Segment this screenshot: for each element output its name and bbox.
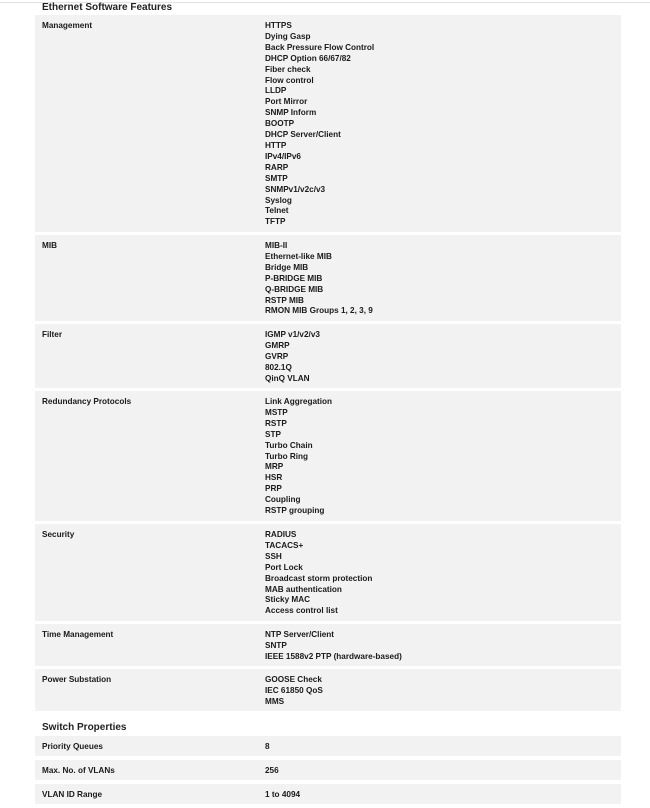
value-item: 802.1Q xyxy=(265,362,292,372)
value-item: Turbo Ring xyxy=(265,451,309,461)
row-label: Priority Queues xyxy=(42,742,103,751)
value-item: Back Pressure Flow Control xyxy=(265,42,375,52)
ethernet-features-table xyxy=(35,15,621,714)
table-row xyxy=(35,760,621,780)
ethernet-section-title: Ethernet Software Features xyxy=(42,2,173,13)
table-row xyxy=(35,669,621,711)
value-item: DHCP Option 66/67/82 xyxy=(265,53,351,63)
value-item: MRP xyxy=(265,462,284,472)
table-row xyxy=(35,391,621,521)
value-item: IEC 61850 QoS xyxy=(265,685,323,695)
value-item: MMS xyxy=(265,696,285,706)
value-item: Telnet xyxy=(265,206,289,216)
row-label: Security xyxy=(42,530,75,539)
value-item: MSTP xyxy=(265,407,288,417)
value-item: TACACS+ xyxy=(265,540,304,550)
value-item: IGMP v1/v2/v3 xyxy=(265,330,320,339)
value-item: Bridge MIB xyxy=(265,262,309,272)
value-item: GMRP xyxy=(265,340,290,350)
value-item: GOOSE Check xyxy=(265,675,322,684)
value-item: Coupling xyxy=(265,495,301,505)
value-item: LLDP xyxy=(265,86,287,96)
value-item: RSTP xyxy=(265,418,287,428)
switch-properties-table xyxy=(35,736,621,808)
value-item: Ethernet-like MIB xyxy=(265,251,332,261)
value-item: SNMP Inform xyxy=(265,108,317,118)
value-item: RADIUS xyxy=(265,530,297,539)
table-row xyxy=(35,784,621,804)
value-item: MIB-II xyxy=(265,241,288,250)
table-row xyxy=(35,524,621,621)
value-item: HTTPS xyxy=(265,21,292,30)
row-values xyxy=(259,15,621,232)
row-values xyxy=(259,235,621,321)
value-item: STP xyxy=(265,429,281,439)
value-item: MAB authentication xyxy=(265,584,342,594)
value-item: Syslog xyxy=(265,195,292,205)
value-item: IPv4/IPv6 xyxy=(265,151,301,161)
table-row xyxy=(35,736,621,756)
value-item: Broadcast storm protection xyxy=(265,573,373,583)
value-item: RSTP MIB xyxy=(265,295,304,305)
value-item: SMTP xyxy=(265,173,288,183)
row-label: Redundancy Protocols xyxy=(42,397,132,406)
value-item: TFTP xyxy=(265,217,286,227)
table-row xyxy=(35,235,621,321)
row-value: 8 xyxy=(265,742,270,751)
row-value: 1 to 4094 xyxy=(265,790,301,799)
switch-section-title: Switch Properties xyxy=(42,722,127,733)
row-label: Max. No. of VLANs xyxy=(42,766,115,775)
value-item: PRP xyxy=(265,484,282,494)
value-item: HTTP xyxy=(265,140,287,150)
value-item: Flow control xyxy=(265,75,314,85)
row-label: VLAN ID Range xyxy=(42,790,103,799)
row-values xyxy=(259,524,621,621)
value-item: Turbo Chain xyxy=(265,440,313,450)
row-label: Management xyxy=(42,21,93,30)
value-item: DHCP Server/Client xyxy=(265,130,341,140)
table-row xyxy=(35,15,621,232)
row-values xyxy=(259,391,621,521)
row-label: Power Substation xyxy=(42,675,112,684)
row-values xyxy=(259,324,621,388)
table-row xyxy=(35,324,621,388)
value-item: Q-BRIDGE MIB xyxy=(265,284,324,294)
value-item: RMON MIB Groups 1, 2, 3, 9 xyxy=(265,306,373,316)
row-label: Time Management xyxy=(42,630,114,639)
value-item: BOOTP xyxy=(265,119,295,129)
value-item: RARP xyxy=(265,162,289,172)
value-item: IEEE 1588v2 PTP (hardware-based) xyxy=(265,651,402,661)
value-item: SNMPv1/v2c/v3 xyxy=(265,184,326,194)
row-value: 256 xyxy=(265,766,279,775)
value-item: NTP Server/Client xyxy=(265,630,335,639)
value-item: P-BRIDGE MIB xyxy=(265,273,323,283)
value-item: SNTP xyxy=(265,640,287,650)
value-item: Sticky MAC xyxy=(265,595,311,605)
table-row xyxy=(35,624,621,666)
value-item: Link Aggregation xyxy=(265,397,333,406)
value-item: HSR xyxy=(265,473,283,483)
value-item: SSH xyxy=(265,551,282,561)
value-item: Port Mirror xyxy=(265,97,308,107)
row-values xyxy=(259,624,621,666)
value-item: GVRP xyxy=(265,351,289,361)
value-item: RSTP grouping xyxy=(265,506,325,516)
value-item: Fiber check xyxy=(265,64,311,74)
value-item: Dying Gasp xyxy=(265,31,311,41)
row-label: Filter xyxy=(42,330,63,339)
value-item: Access control list xyxy=(265,606,338,616)
row-label: MIB xyxy=(42,241,58,250)
row-values xyxy=(259,669,621,711)
value-item: Port Lock xyxy=(265,562,303,572)
value-item: QinQ VLAN xyxy=(265,373,310,383)
